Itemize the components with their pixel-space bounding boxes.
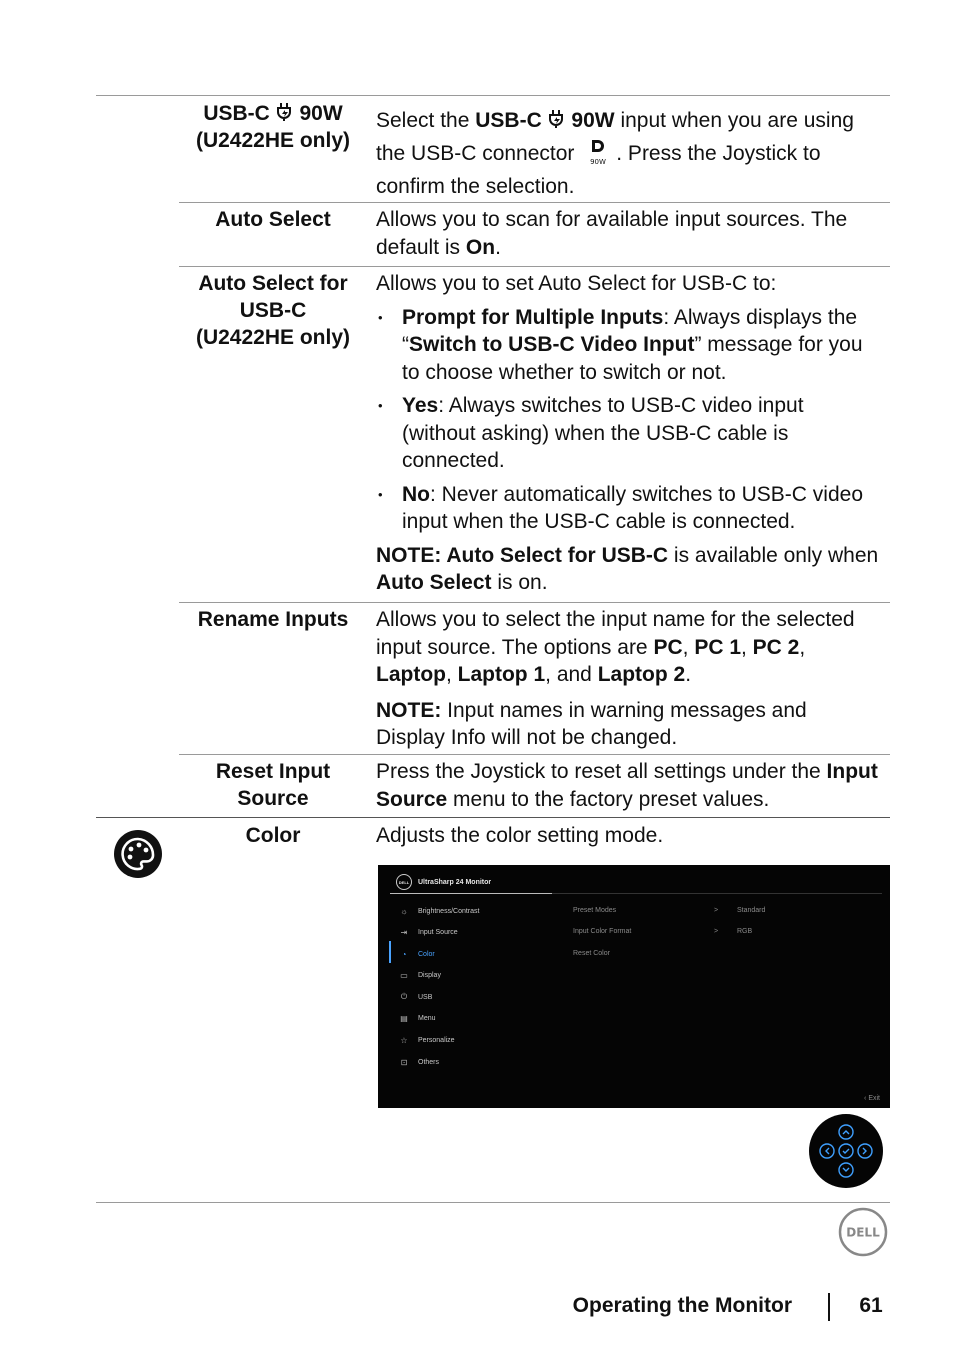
desc-text: is available only when bbox=[668, 543, 879, 567]
osd-menu-screenshot bbox=[378, 865, 890, 1108]
desc-bold-on: On bbox=[465, 235, 496, 259]
dell-logo-icon bbox=[838, 1207, 888, 1257]
display-icon: ▭ bbox=[400, 970, 408, 980]
note bbox=[376, 697, 881, 752]
osd-menu-item-personalize[interactable] bbox=[398, 1034, 455, 1046]
row-divider bbox=[179, 266, 890, 267]
row-label-auto-select-usbc bbox=[180, 270, 366, 351]
dp-icon-text: 90W bbox=[590, 158, 607, 166]
osd-value-preset-modes: Standard bbox=[737, 907, 766, 914]
option-name: Laptop bbox=[376, 663, 446, 686]
list-item bbox=[376, 481, 881, 536]
option-name: Prompt for Multiple Inputs bbox=[402, 305, 664, 329]
note-bold: NOTE: Auto Select for USB-C bbox=[376, 543, 669, 567]
desc-text: : Never automatically switches to USB-C video input when the USB-C cable is connected. bbox=[402, 482, 863, 533]
sep: , bbox=[799, 635, 806, 659]
desc-bold: Input Source bbox=[376, 760, 878, 811]
label-line: (U2422HE only) bbox=[195, 326, 351, 349]
desc-bold-90w: 90W bbox=[571, 109, 615, 132]
desc-text: Press the Joystick to reset all settings under the bbox=[376, 760, 827, 783]
option-name: PC 2 bbox=[752, 635, 800, 659]
row-desc-auto-select-usbc bbox=[376, 270, 881, 597]
chevron-right-icon: > bbox=[714, 907, 719, 914]
note-bold: NOTE: bbox=[376, 698, 442, 722]
menu-icon: ▤ bbox=[400, 1013, 408, 1023]
label-90w: 90W bbox=[299, 102, 343, 125]
note bbox=[376, 542, 881, 597]
input-icon: ⇥ bbox=[400, 927, 408, 937]
osd-menu-item-display[interactable] bbox=[398, 969, 441, 981]
label-line: Auto Select for bbox=[198, 272, 348, 295]
osd-menu-item-color[interactable] bbox=[398, 948, 435, 960]
osd-menu-item-brightness[interactable] bbox=[398, 905, 479, 917]
desc-text: . Press the Joystick to confirm the selection. bbox=[376, 142, 821, 198]
osd-title-bar bbox=[396, 873, 491, 891]
power-plug-icon bbox=[276, 102, 294, 122]
row-label-reset-input-source bbox=[180, 758, 366, 812]
row-label-color: Color bbox=[245, 824, 301, 847]
option-name: Laptop 1 bbox=[457, 663, 546, 686]
menu-label: Color bbox=[418, 950, 435, 958]
osd-exit-button[interactable] bbox=[864, 1095, 880, 1102]
list-item bbox=[376, 304, 881, 387]
osd-title-underline bbox=[390, 893, 552, 894]
row-desc-usbc-90w bbox=[376, 104, 881, 203]
chevron-right-icon: > bbox=[714, 928, 719, 935]
row-desc-auto-select bbox=[376, 206, 881, 261]
sep: , bbox=[741, 635, 753, 659]
desc-text: menu to the factory preset values. bbox=[447, 787, 770, 811]
desc-text: Allows you to scan for available input sources. The default is bbox=[376, 208, 848, 259]
chevron-left-icon: ‹ bbox=[864, 1095, 869, 1102]
option-list bbox=[376, 304, 881, 536]
menu-label: Others bbox=[418, 1058, 440, 1066]
desc-text: Input names in warning messages and Display Info will not be changed. bbox=[376, 698, 807, 749]
label-line: USB-C bbox=[239, 299, 307, 322]
label-u2422he-only: (U2422HE only) bbox=[195, 129, 351, 152]
desc-text: input when you are using the USB-C connector bbox=[376, 109, 854, 165]
desc-bold: Auto Select bbox=[376, 571, 492, 594]
page-number: 61 bbox=[859, 1294, 883, 1317]
label-line: Reset Input bbox=[215, 760, 331, 783]
footer-separator bbox=[828, 1293, 830, 1321]
osd-active-indicator bbox=[389, 941, 391, 963]
desc-text: . bbox=[495, 235, 501, 259]
label-line: Source bbox=[237, 787, 309, 810]
row-label-rename-inputs: Rename Inputs bbox=[197, 608, 349, 631]
row-divider bbox=[179, 754, 890, 755]
palette-icon: ◔ bbox=[401, 949, 407, 959]
osd-submenu-reset-color[interactable]: Reset Color bbox=[573, 950, 610, 957]
palette-icon bbox=[113, 829, 163, 879]
usb-icon: ⏻ bbox=[400, 992, 408, 1001]
sep: , and bbox=[545, 663, 598, 686]
usbc-displayport-icon bbox=[584, 138, 612, 166]
osd-title: UltraSharp 24 Monitor bbox=[418, 878, 492, 886]
option-name: PC 1 bbox=[694, 635, 741, 659]
option-name: Laptop 2 bbox=[597, 663, 686, 686]
osd-menu-item-usb[interactable] bbox=[398, 991, 432, 1003]
menu-label: Personalize bbox=[418, 1036, 455, 1044]
sun-icon: ☼ bbox=[400, 906, 408, 916]
menu-label: Display bbox=[418, 971, 441, 979]
desc-text: Allows you to select the input name for the selected input source. The options are bbox=[376, 608, 855, 659]
row-desc-reset-input-source bbox=[376, 758, 881, 813]
table-top-rule bbox=[96, 95, 890, 96]
desc-bold: Switch to USB-C Video Input bbox=[409, 333, 695, 356]
row-label-auto-select: Auto Select bbox=[215, 208, 331, 231]
section-divider bbox=[96, 817, 890, 818]
star-icon: ☆ bbox=[400, 1035, 408, 1045]
osd-submenu-input-color-format[interactable]: Input Color Format bbox=[573, 928, 632, 935]
desc-text: : Always switches to USB-C video input (without asking) when the USB-C cable is connected. bbox=[402, 394, 804, 472]
sep: , bbox=[445, 663, 458, 686]
sep: , bbox=[682, 635, 695, 659]
row-desc-color: Adjusts the color setting mode. bbox=[376, 824, 664, 847]
osd-menu-item-menu[interactable] bbox=[398, 1012, 436, 1024]
row-divider bbox=[179, 602, 890, 603]
osd-header-line bbox=[552, 893, 882, 894]
row-desc-rename-inputs bbox=[376, 606, 881, 752]
menu-label: Brightness/Contrast bbox=[418, 907, 480, 915]
osd-value-input-color-format: RGB bbox=[737, 928, 753, 935]
joystick-icon bbox=[808, 1113, 884, 1189]
desc-intro: Allows you to set Auto Select for USB-C to: bbox=[376, 272, 777, 295]
desc-text: Select the bbox=[376, 109, 476, 132]
table-bottom-rule bbox=[96, 1202, 890, 1203]
desc-text: is on. bbox=[491, 571, 548, 594]
desc-text: : Always displays the “ bbox=[402, 305, 858, 356]
list-item bbox=[376, 392, 881, 475]
menu-label: Menu bbox=[418, 1014, 436, 1022]
others-icon: ⊡ bbox=[400, 1057, 408, 1067]
osd-menu-item-others[interactable] bbox=[398, 1056, 439, 1068]
dell-logo-text: DELL bbox=[846, 1225, 880, 1240]
label-usbc: USB-C bbox=[203, 102, 270, 125]
osd-submenu-preset-modes[interactable]: Preset Modes bbox=[573, 907, 617, 914]
sep: . bbox=[685, 663, 692, 686]
menu-label: USB bbox=[418, 993, 433, 1001]
power-plug-icon bbox=[548, 109, 566, 129]
option-name: PC bbox=[653, 635, 683, 659]
dell-logo-icon: DELL bbox=[396, 874, 412, 890]
row-label-usbc-90w bbox=[180, 100, 366, 154]
desc-bold-usbc: USB-C bbox=[475, 109, 542, 132]
exit-label: Exit bbox=[868, 1095, 880, 1102]
footer-section-title: Operating the Monitor bbox=[572, 1294, 792, 1317]
desc-text: ” message for you to choose whether to switch or not. bbox=[402, 333, 863, 384]
option-name: No bbox=[402, 482, 430, 506]
menu-label: Input Source bbox=[418, 928, 458, 936]
osd-menu-item-input-source[interactable] bbox=[398, 926, 458, 938]
option-name: Yes bbox=[402, 394, 439, 417]
